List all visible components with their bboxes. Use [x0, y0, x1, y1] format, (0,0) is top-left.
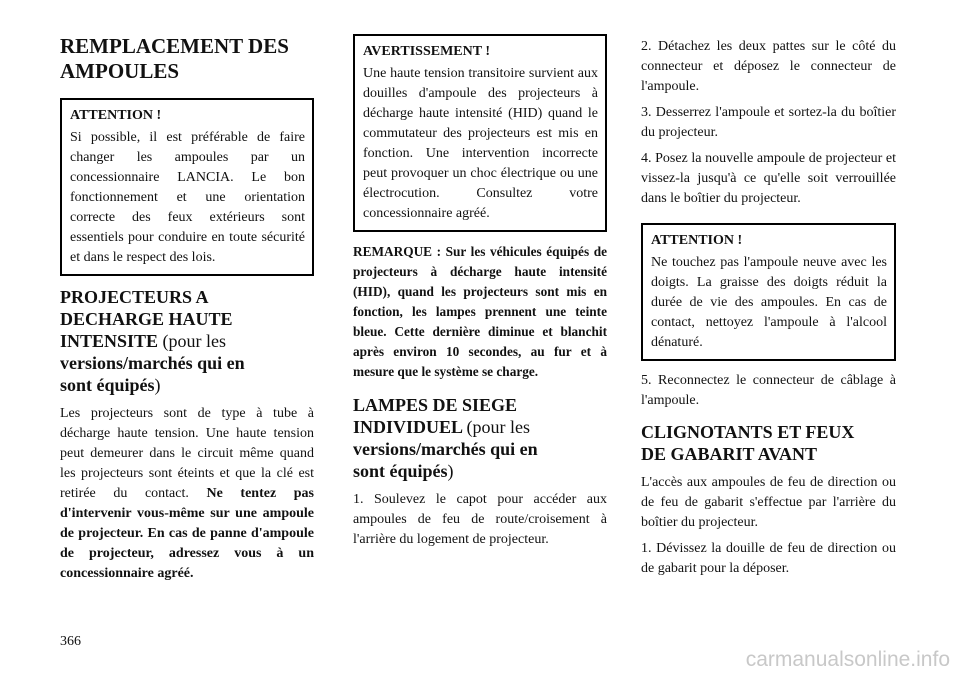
attention-box — [60, 98, 314, 276]
watermark: carmanualsonline.info — [745, 648, 950, 671]
attention-box-2-text: Ne touchez pas l'ampoule neuve avec les doigts. La graisse des doigts réduit la durée de vie des ampoules. En cas de contact, nettoyez l'ampoule à l'alcool dénaturé. — [651, 255, 887, 350]
column-middle — [353, 34, 607, 556]
warning-box-title: AVERTISSEMENT ! — [363, 44, 490, 59]
step-4: 4. Posez la nouvelle ampoule de projecteur et vissez-la jusqu'à ce qu'elle soit verrouillée dans le boîtier du projecteur. — [641, 151, 896, 206]
attention-box-text: Si possible, il est préférable de faire changer les ampoules par un concessionnaire LANCIA. Le bon fonctionnement et une orientation correcte des feux extérieurs sont essentiels pour conduire en toute sécurité et dans le respect des lois. — [70, 130, 305, 265]
column-right — [641, 37, 896, 585]
step-5: 5. Reconnectez le connecteur de câblage à l'ampoule. — [641, 373, 896, 408]
step-1b: 1. Dévissez la douille de feu de direction ou de gabarit pour la déposer. — [641, 541, 896, 576]
heading-projecteurs-hid: PROJECTEURS A DECHARGE HAUTE INTENSITE (pour les versions/marchés qui en sont équipés) — [60, 287, 245, 395]
step-2: 2. Détachez les deux pattes sur le côté du connecteur et déposez le connecteur de l'ampoule. — [641, 39, 896, 94]
column-left — [60, 34, 314, 590]
heading-clignotants: CLIGNOTANTS ET FEUX DE GABARIT AVANT — [641, 422, 855, 464]
attention-box-title: ATTENTION ! — [70, 108, 162, 123]
section-title: REMPLACEMENT DES AMPOULES — [60, 34, 289, 83]
page-number: 366 — [60, 634, 81, 649]
warning-box-text: Une haute tension transitoire survient aux douilles d'ampoule des projecteurs à décharge haute intensité (HID) quand le commutateur des projecteurs est mis en fonction. Une intervention incorrecte peut provoquer un choc électrique ou une électrocution. Consultez votre concessionnaire agréé. — [363, 66, 598, 221]
paragraph-acces: L'accès aux ampoules de feu de direction ou de feu de gabarit s'effectue par l'arrière du boîtier du projecteur. — [641, 475, 896, 530]
note-hid: REMARQUE : Sur les véhicules équipés de projecteurs à décharge haute intensité (HID), quand les projecteurs sont mis en fonction, les lampes prennent une teinte bleue. Cette dernière diminue et blanchit après environ 10 secondes, au fur et à mesure que le système se charge. — [353, 244, 607, 379]
attention-box-2 — [641, 223, 896, 361]
attention-box-2-title: ATTENTION ! — [651, 233, 743, 248]
warning-box — [353, 34, 607, 232]
step-1: 1. Soulevez le capot pour accéder aux ampoules de feu de route/croisement à l'arrière du logement de projecteur. — [353, 492, 607, 547]
step-3: 3. Desserrez l'ampoule et sortez-la du boîtier du projecteur. — [641, 105, 896, 140]
heading-lampes-siege: LAMPES DE SIEGE INDIVIDUEL (pour les versions/marchés qui en sont équipés) — [353, 395, 538, 481]
paragraph-projecteurs: Les projecteurs sont de type à tube à décharge haute tension. Une haute tension peut demeurer dans le circuit même quand les projecteurs sont éteints et que la clé est retirée du contact. Ne tentez pas d'intervenir vous-même sur une ampoule de projecteur. En cas de panne d'ampoule de projecteur, adressez vous à un concessionnaire agréé. — [60, 406, 315, 581]
